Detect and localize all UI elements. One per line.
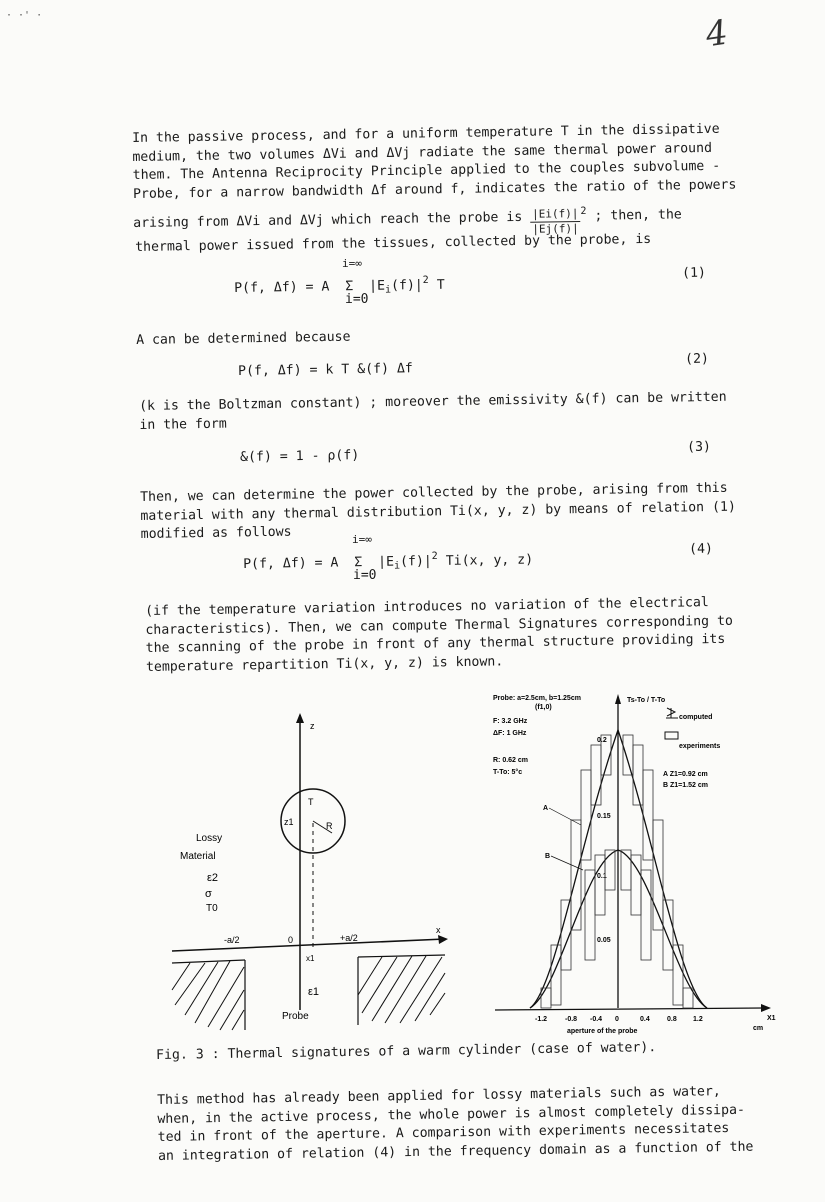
eq-part: P(f, Δf) = A Σ |E — [243, 554, 395, 572]
probe-label: Probe — [282, 1011, 309, 1022]
text-line: This method has already been applied for lossy materials such as water, — [157, 1084, 721, 1108]
frequency-label: F: 3.2 GHz — [493, 718, 528, 725]
probe-params-label: Probe: a=2.5cm, b=1.25cm — [493, 695, 581, 702]
text-line: temperature repartition Ti(x, y, z) is known. — [145, 653, 504, 675]
text-line: medium, the two volumes ΔVi and ΔVj radiate the same thermal power around — [132, 140, 713, 165]
temp-diff-label: T-To: 5°c — [493, 769, 523, 776]
text-line: Probe, for a narrow bandwidth Δf around f, indicates the ratio of the powers — [132, 177, 737, 202]
bandwidth-label: ΔF: 1 GHz — [493, 730, 527, 737]
z-axis-arrow — [296, 713, 304, 723]
t0-label: T0 — [206, 903, 218, 914]
figure-caption: Fig. 3 : Thermal signatures of a warm cylinder (case of water). — [156, 1040, 657, 1063]
chart-x-arrow — [761, 1004, 771, 1012]
z-axis-label: z — [310, 721, 315, 731]
eq-sup: 2 — [431, 550, 438, 563]
curve-b-pointer — [551, 856, 583, 870]
material-label: Material — [180, 851, 216, 862]
equation-4 — [243, 549, 533, 574]
x-name-label: X1 — [767, 1015, 776, 1022]
origin-label: 0 — [288, 935, 294, 945]
text-line: arising from ΔVi and ΔVj which reach the probe is — [133, 209, 531, 231]
eq1-sum-lower: i=0 — [345, 292, 369, 307]
text-line: (if the temperature variation introduces no variation of the electrical — [145, 595, 709, 619]
text-line: In the passive process, and for a uniform temperature T in the dissipative — [132, 121, 720, 146]
eq-sup: 2 — [422, 274, 429, 287]
eq-part: P(f, Δf) = A Σ |E — [234, 278, 386, 296]
legend-experiments: experiments — [679, 743, 721, 750]
paragraph-6 — [157, 1083, 754, 1166]
paragraph-4 — [140, 480, 736, 545]
text-line: them. The Antenna Reciprocity Principle applied to the couples subvolume - — [132, 158, 721, 183]
text-line: modified as follows — [140, 524, 292, 542]
legend-curve-b: B Z1=1.52 cm — [663, 782, 708, 789]
x-tick-label: 1.2 — [693, 1016, 703, 1023]
scan-speck: · ·' · — [6, 10, 43, 21]
y-tick-label: 0.15 — [597, 813, 611, 820]
text-line: Then, we can determine the power collected by the probe, arising from this — [140, 480, 728, 505]
y-axis-label: Ts-To / T-To — [627, 697, 666, 704]
text-line: ted in front of the aperture. A comparison with experiments necessitates — [157, 1121, 730, 1145]
cylinder-temp-label: T — [308, 797, 314, 807]
eq1-sum-upper: i=∞ — [342, 257, 362, 270]
paragraph-5 — [145, 594, 734, 677]
fraction-denominator: |Ej(f)| — [532, 222, 579, 236]
legend-curve-a: A Z1=0.92 cm — [663, 771, 708, 778]
mode-label: (f1,0) — [535, 704, 552, 711]
thermal-signature-chart — [485, 690, 790, 1035]
eq-sub: i — [393, 560, 401, 572]
paragraph-3 — [139, 389, 727, 435]
flange-right-top — [358, 955, 445, 957]
chart-y-arrow — [615, 694, 621, 704]
fraction-numerator: |Ei(f)| — [530, 207, 581, 223]
legend-computed: computed — [679, 714, 713, 721]
eq4-sum-upper: i=∞ — [352, 533, 372, 546]
equation-2: P(f, Δf) = k T &(f) Δf — [238, 361, 413, 379]
minus-a-half-label: -a/2 — [224, 935, 240, 945]
text-line: the scanning of the probe in front of any thermal structure providing its — [145, 631, 726, 656]
equation-1 — [234, 275, 445, 298]
probe-geometry-diagram — [160, 705, 460, 1035]
right-hatching — [358, 956, 445, 1023]
z1-label: z1 — [284, 817, 294, 827]
page-number: 4 — [703, 12, 731, 56]
x-tick-label: 0 — [615, 1016, 619, 1023]
text-line: when, in the active process, the whole power is almost completely dissipa- — [157, 1102, 746, 1127]
paragraph-2: A can be determined because — [136, 329, 351, 348]
eq-part: (f)| — [399, 554, 432, 570]
y-tick-label: 0.1 — [597, 873, 607, 880]
eq1-number: (1) — [682, 265, 707, 281]
text-line: characteristics). Then, we can compute Thermal Signatures corresponding to — [145, 613, 734, 638]
radius-value-label: R: 0.62 cm — [493, 757, 529, 764]
epsilon1-label: ε1 — [308, 986, 320, 998]
y-tick-label: 0.2 — [597, 737, 607, 744]
flange-left-top — [172, 960, 245, 963]
eq-part: (f)| — [390, 278, 423, 294]
radius-label: R — [326, 821, 333, 831]
equation-3: &(f) = 1 - ρ(f) — [240, 448, 360, 465]
left-hatching — [172, 961, 244, 1030]
legend — [663, 708, 720, 789]
x-axis-line — [172, 939, 445, 951]
text-line: material with any thermal distribution Ti(x, y, z) by means of relation (1) — [140, 499, 736, 524]
x-axis-label: x — [436, 925, 441, 935]
eq4-sum-lower: i=0 — [353, 568, 377, 583]
text-line: (k is the Boltzman constant) ; moreover the emissivity &(f) can be written — [139, 389, 727, 414]
eq-part: T — [428, 277, 445, 293]
text-line: ; then, the — [586, 207, 682, 224]
text-line: thermal power issued from the tissues, collected by the probe, is — [135, 231, 652, 255]
sigma-label: σ — [205, 888, 212, 900]
x-tick-label: -0.8 — [565, 1016, 578, 1023]
x-tick-label: 0.4 — [640, 1016, 650, 1023]
computed-symbol-icon — [666, 708, 678, 718]
plus-a-half-label: +a/2 — [340, 933, 358, 943]
eq4-number: (4) — [689, 541, 714, 557]
y-tick-labels — [597, 737, 611, 944]
x-tick-label: 0.8 — [667, 1016, 677, 1023]
x1-label: x1 — [306, 954, 315, 963]
eq-part: Ti(x, y, z) — [437, 552, 534, 569]
x-axis-caption: aperture of the probe — [567, 1028, 638, 1035]
eq2-number: (2) — [685, 351, 710, 367]
curve-a-label: A — [543, 805, 549, 812]
x-unit-label: cm — [753, 1025, 764, 1032]
curve-b-label: B — [545, 853, 551, 860]
x-tick-label: -1.2 — [535, 1016, 548, 1023]
text-line: in the form — [139, 416, 227, 433]
lossy-label: Lossy — [196, 833, 223, 844]
experiments-symbol-icon — [665, 732, 678, 739]
fraction-exponent: 2 — [580, 205, 587, 217]
eq-sub: i — [384, 284, 392, 296]
x-tick-labels — [535, 1016, 703, 1023]
chart-x-axis — [495, 1008, 767, 1010]
epsilon2-label: ε2 — [207, 872, 219, 884]
curve-a-pointer — [549, 808, 581, 825]
y-tick-label: 0.05 — [597, 937, 611, 944]
x-tick-label: -0.4 — [590, 1016, 603, 1023]
paragraph-1 — [132, 121, 736, 204]
eq3-number: (3) — [687, 439, 712, 455]
x-axis-arrow — [438, 935, 448, 944]
text-line: an integration of relation (4) in the frequency domain as a function of the — [157, 1139, 754, 1164]
